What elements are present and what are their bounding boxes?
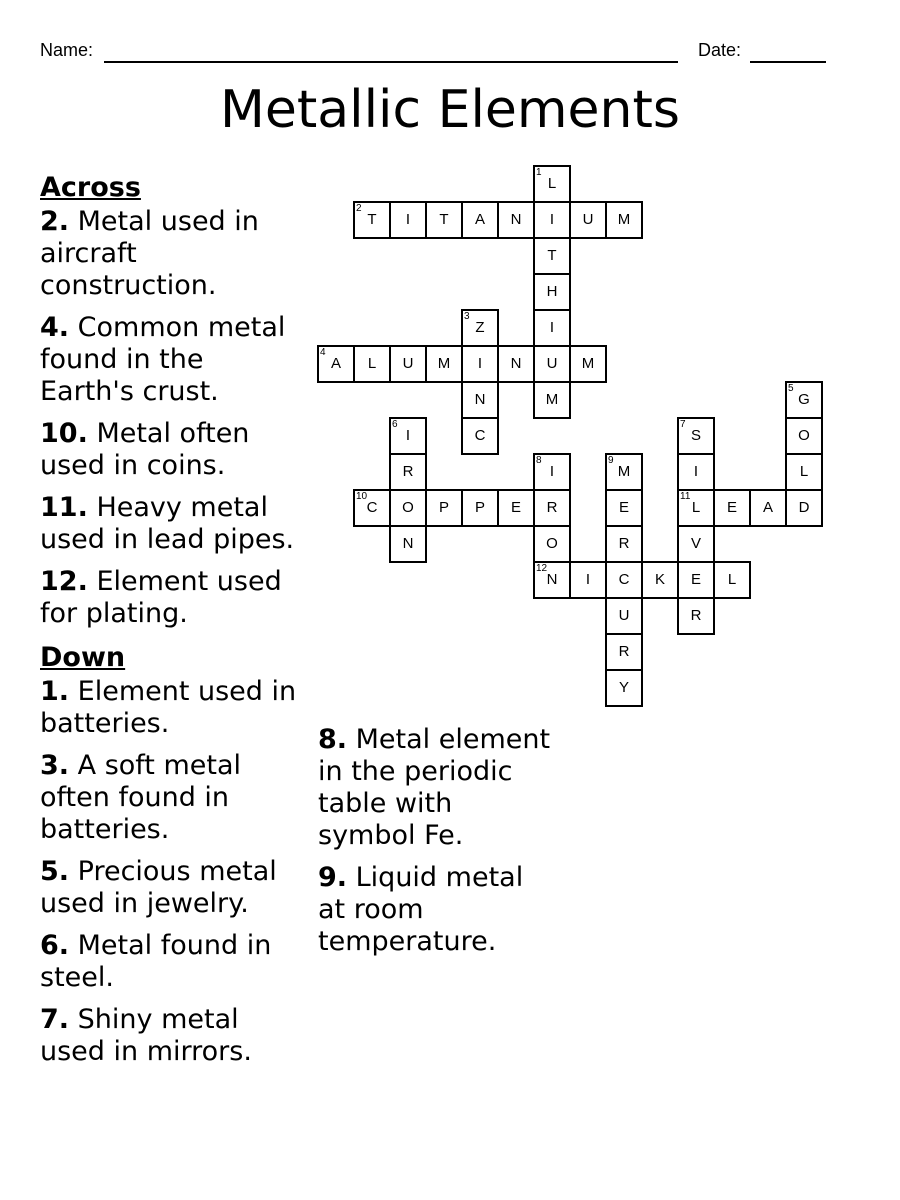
cell-letter: E: [510, 499, 521, 516]
across-clue-4: [40, 312, 302, 408]
grid-cell[interactable]: [533, 489, 571, 527]
cell-letter: I: [585, 571, 591, 588]
cell-letter: L: [367, 355, 377, 372]
across-clue-list: [40, 206, 302, 630]
cell-letter: T: [367, 211, 377, 228]
cell-letter: I: [477, 355, 483, 372]
grid-cell[interactable]: [497, 201, 535, 239]
grid-cell[interactable]: [569, 201, 607, 239]
grid-cell[interactable]: [605, 633, 643, 671]
across-clues: [40, 170, 302, 1078]
cell-letter: A: [762, 499, 773, 516]
grid-cell[interactable]: [713, 561, 751, 599]
cell-number: 9: [608, 455, 614, 466]
grid-cell[interactable]: [317, 345, 355, 383]
clue-number: 7.: [40, 1004, 70, 1035]
across-clue-10: [40, 418, 302, 482]
clue-number: 8.: [318, 724, 348, 755]
down-clue-1: [40, 676, 302, 740]
cell-letter: T: [439, 211, 449, 228]
clue-number: 11.: [40, 492, 88, 523]
grid-cell[interactable]: [461, 489, 499, 527]
grid-cell[interactable]: [677, 453, 715, 491]
cell-letter: E: [618, 499, 629, 516]
grid-cell[interactable]: [461, 417, 499, 455]
down-clue-8: [318, 724, 558, 852]
name-field[interactable]: [104, 61, 678, 63]
clue-number: 9.: [318, 862, 348, 893]
grid-cell[interactable]: [785, 381, 823, 419]
cell-letter: M: [617, 211, 631, 228]
clue-number: 4.: [40, 312, 70, 343]
down-clue-list: [40, 676, 302, 1068]
clue-number: 1.: [40, 676, 70, 707]
cell-letter: M: [437, 355, 451, 372]
clue-text: Metal element in the periodic table with symbol Fe.: [318, 724, 551, 851]
cell-letter: A: [474, 211, 485, 228]
grid-cell[interactable]: [425, 489, 463, 527]
cell-letter: L: [547, 175, 557, 192]
grid-cell[interactable]: [533, 381, 571, 419]
down-clue-5: [40, 856, 302, 920]
cell-letter: S: [690, 427, 701, 444]
grid-cell[interactable]: [533, 237, 571, 275]
cell-number: 8: [536, 455, 542, 466]
clue-text: Element used for plating.: [40, 566, 282, 629]
cell-letter: N: [510, 355, 522, 372]
grid-cell[interactable]: [605, 525, 643, 563]
cell-letter: R: [402, 463, 414, 480]
grid-cell[interactable]: [677, 561, 715, 599]
cell-letter: N: [402, 535, 414, 552]
grid-cell[interactable]: [461, 201, 499, 239]
cell-letter: M: [617, 463, 631, 480]
cell-letter: N: [546, 571, 558, 588]
cell-letter: T: [547, 247, 557, 264]
clue-text: Metal often used in coins.: [40, 418, 250, 481]
cell-letter: P: [438, 499, 449, 516]
cell-letter: R: [618, 535, 630, 552]
cell-letter: C: [474, 427, 486, 444]
grid-cell[interactable]: [425, 201, 463, 239]
clue-number: 5.: [40, 856, 70, 887]
cell-letter: G: [798, 391, 810, 408]
grid-cell[interactable]: [533, 345, 571, 383]
clue-text: Shiny metal used in mirrors.: [40, 1004, 252, 1067]
grid-cell[interactable]: [605, 201, 643, 239]
name-label: Name:: [40, 40, 94, 60]
page-title: Metallic Elements: [220, 80, 680, 140]
grid-cell[interactable]: [605, 669, 643, 707]
down-clue-6: [40, 930, 302, 994]
grid-cell[interactable]: [533, 273, 571, 311]
date-field[interactable]: [750, 61, 826, 63]
clue-text: Element used in batteries.: [40, 676, 297, 739]
grid-cell[interactable]: [353, 489, 391, 527]
clue-text: Common metal found in the Earth's crust.: [40, 312, 286, 407]
across-clue-11: [40, 492, 302, 556]
cell-number: 11: [680, 491, 691, 502]
down-clue-3: [40, 750, 302, 846]
clue-text: Precious metal used in jewelry.: [40, 856, 277, 919]
grid-cell[interactable]: [785, 453, 823, 491]
header: [40, 40, 840, 66]
clue-number: 6.: [40, 930, 70, 961]
cell-letter: R: [546, 499, 558, 516]
cell-number: 7: [680, 419, 686, 430]
grid-cell[interactable]: [533, 165, 571, 203]
cell-letter: L: [727, 571, 737, 588]
cell-number: 6: [392, 419, 398, 430]
grid-cell[interactable]: [785, 417, 823, 455]
grid-cell[interactable]: [389, 417, 427, 455]
cell-letter: C: [618, 571, 630, 588]
cell-number: 10: [356, 491, 368, 502]
cell-letter: E: [690, 571, 701, 588]
grid-cell[interactable]: [749, 489, 787, 527]
clue-text: Heavy metal used in lead pipes.: [40, 492, 295, 555]
grid-cell[interactable]: [533, 561, 571, 599]
grid-cell[interactable]: [533, 525, 571, 563]
grid-cell[interactable]: [461, 345, 499, 383]
cell-letter: O: [402, 499, 414, 516]
clue-text: Metal used in aircraft construction.: [40, 206, 259, 301]
date-label: Date:: [698, 40, 742, 60]
grid-cell[interactable]: [677, 525, 715, 563]
clue-text: Liquid metal at room temperature.: [318, 862, 524, 957]
cell-letter: I: [549, 319, 555, 336]
clue-number: 3.: [40, 750, 70, 781]
grid-cell[interactable]: [605, 453, 643, 491]
cell-letter: A: [330, 355, 341, 372]
cell-letter: I: [405, 427, 411, 444]
clue-text: A soft metal often found in batteries.: [40, 750, 242, 845]
grid-cell[interactable]: [533, 201, 571, 239]
cell-letter: M: [581, 355, 595, 372]
clue-text: Metal found in steel.: [40, 930, 272, 993]
cell-letter: I: [549, 211, 555, 228]
cell-letter: I: [549, 463, 555, 480]
clue-number: 12.: [40, 566, 88, 597]
cell-letter: U: [546, 355, 558, 372]
cell-letter: O: [546, 535, 558, 552]
grid-cell[interactable]: [389, 525, 427, 563]
grid-cell[interactable]: [497, 345, 535, 383]
cell-letter: D: [798, 499, 810, 516]
cell-letter: N: [474, 391, 486, 408]
cell-number: 2: [356, 203, 362, 214]
clue-number: 10.: [40, 418, 88, 449]
grid-cell[interactable]: [461, 309, 499, 347]
grid-cell[interactable]: [785, 489, 823, 527]
cell-letter: R: [618, 643, 630, 660]
grid-cell[interactable]: [425, 345, 463, 383]
cell-letter: Y: [618, 679, 629, 696]
cell-letter: L: [691, 499, 701, 516]
grid-cell[interactable]: [389, 201, 427, 239]
cell-number: 3: [464, 311, 470, 322]
cell-letter: C: [366, 499, 378, 516]
cell-letter: U: [618, 607, 630, 624]
across-clue-12: [40, 566, 302, 630]
cell-number: 5: [788, 383, 794, 394]
cell-number: 1: [536, 167, 542, 178]
cell-letter: L: [799, 463, 809, 480]
down-clues-continued: [318, 724, 558, 968]
grid-cell[interactable]: [389, 345, 427, 383]
grid-cell[interactable]: [569, 561, 607, 599]
cell-letter: V: [690, 535, 701, 552]
grid-cell[interactable]: [353, 345, 391, 383]
across-clue-2: [40, 206, 302, 302]
cell-letter: H: [546, 283, 558, 300]
down-heading: Down: [40, 642, 126, 673]
grid-cell[interactable]: [389, 489, 427, 527]
down-clue-9: [318, 862, 558, 958]
grid-cell[interactable]: [641, 561, 679, 599]
across-heading: Across: [40, 172, 141, 203]
grid-cell[interactable]: [605, 597, 643, 635]
grid-cell[interactable]: [605, 561, 643, 599]
grid-cell[interactable]: [533, 453, 571, 491]
cell-number: 12: [536, 563, 548, 574]
clue-number: 2.: [40, 206, 70, 237]
grid-cell[interactable]: [353, 201, 391, 239]
cell-letter: I: [693, 463, 699, 480]
grid-cell[interactable]: [677, 597, 715, 635]
grid-cell[interactable]: [461, 381, 499, 419]
cell-letter: P: [474, 499, 485, 516]
cell-letter: N: [510, 211, 522, 228]
grid-cell[interactable]: [389, 453, 427, 491]
cell-letter: E: [726, 499, 737, 516]
grid-cell[interactable]: [677, 417, 715, 455]
down-clue-7: [40, 1004, 302, 1068]
cell-letter: U: [402, 355, 414, 372]
grid-cell[interactable]: [569, 345, 607, 383]
cell-letter: O: [798, 427, 810, 444]
grid-cell[interactable]: [605, 489, 643, 527]
cell-letter: U: [582, 211, 594, 228]
cell-letter: K: [654, 571, 665, 588]
cell-letter: R: [690, 607, 702, 624]
grid-cell[interactable]: [713, 489, 751, 527]
grid-cell[interactable]: [497, 489, 535, 527]
grid-cell[interactable]: [677, 489, 715, 527]
cell-number: 4: [320, 347, 326, 358]
grid-cell[interactable]: [533, 309, 571, 347]
cell-letter: I: [405, 211, 411, 228]
cell-letter: M: [545, 391, 559, 408]
cell-letter: Z: [475, 319, 485, 336]
